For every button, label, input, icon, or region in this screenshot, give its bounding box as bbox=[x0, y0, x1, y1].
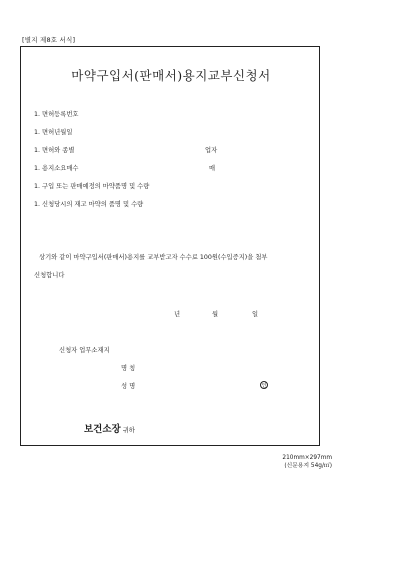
applicant-address-label: 신청자 업무소재지 bbox=[59, 347, 110, 354]
applicant-person-label: 성 명 bbox=[121, 383, 136, 390]
request-statement-line1: 상기와 같이 마약구입서(판매서)용지를 교부받고자 수수료 100원(수입증지)을 첨부 bbox=[39, 254, 268, 261]
addressee-suffix: 귀하 bbox=[122, 427, 135, 434]
date-day: 일 bbox=[252, 311, 259, 318]
date-month: 월 bbox=[212, 311, 219, 318]
paper-size-weight: (신문용지 54g/㎡) bbox=[284, 462, 332, 469]
business-unit-label: 업자 bbox=[205, 147, 218, 154]
paper-size-note bbox=[282, 455, 332, 470]
item-license-type: 1. 면허와 종별 bbox=[34, 147, 75, 154]
item-planned-drugs: 1. 구입 또는 판매예정의 마약품명 및 수량 bbox=[34, 183, 150, 190]
date-year: 년 bbox=[174, 311, 181, 318]
item-license-date: 1. 면허년월일 bbox=[34, 129, 73, 136]
item-sheet-count: 1. 용지소요매수 bbox=[34, 165, 79, 172]
addressee-title: 보건소장 bbox=[84, 424, 121, 435]
paper-size-dimensions: 210mm×297mm bbox=[282, 455, 332, 461]
applicant-name-label: 명 칭 bbox=[121, 365, 136, 372]
addressee bbox=[84, 417, 135, 436]
item-stock-drugs: 1. 신청당시의 재고 마약의 품명 및 수량 bbox=[34, 201, 144, 208]
application-form bbox=[20, 46, 320, 446]
sheet-unit-label: 매 bbox=[209, 165, 216, 172]
form-code: [별지 제8호 서식] bbox=[22, 36, 76, 44]
item-license-number: 1. 면허등록번호 bbox=[34, 111, 79, 118]
seal-mark: 인 bbox=[261, 383, 267, 389]
request-statement-line2: 신청합니다 bbox=[34, 272, 65, 279]
form-title: 마약구입서(판매서)용지교부신청서 bbox=[71, 68, 271, 83]
